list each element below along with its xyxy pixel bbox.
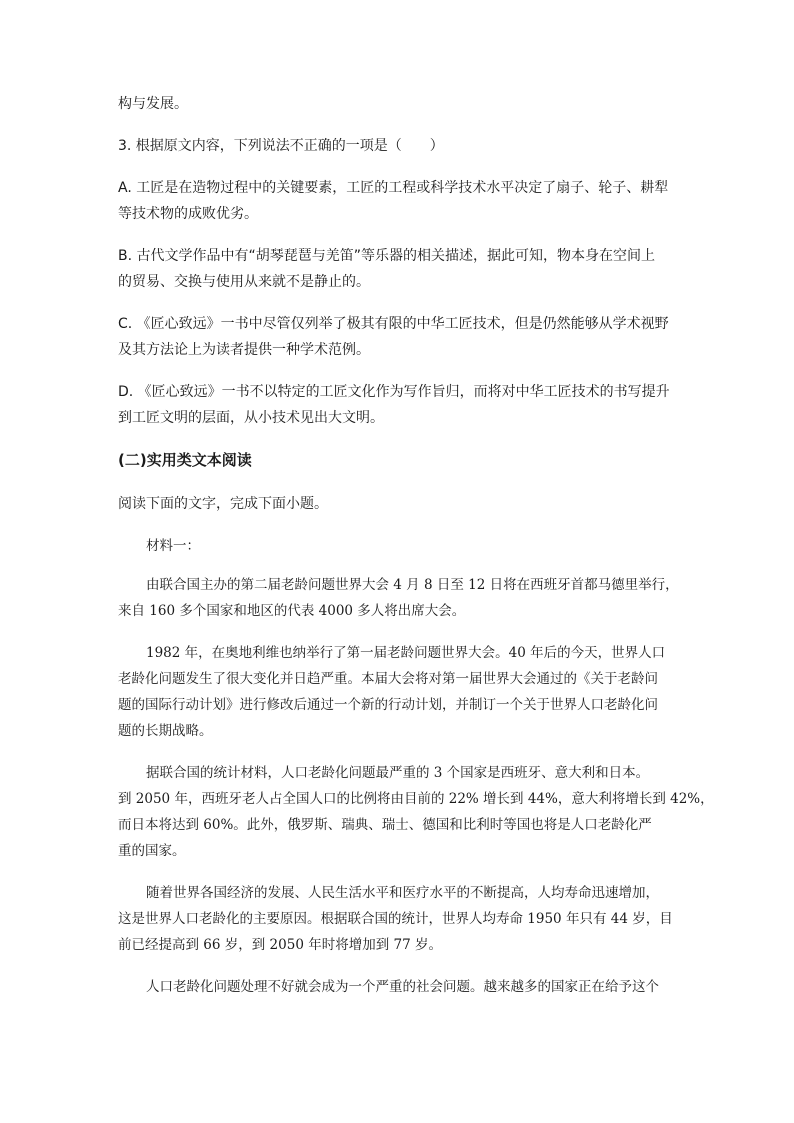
option-a-line-2: 等技术物的成败优劣。 [118, 206, 258, 222]
section-heading: (二)实用类文本阅读 [118, 451, 252, 469]
paragraph-4-line-3: 前已经提高到 66 岁，到 2050 年时将增加到 77 岁。 [118, 937, 442, 953]
paragraph-4-line-2: 这是世界人口老龄化的主要原因。根据联合国的统计，世界人均寿命 1950 年只有 44 岁，目 [118, 911, 673, 927]
paragraph-1-line-2: 来自 160 多个国家和地区的代表 4000 多人将出席大会。 [118, 603, 466, 619]
material-label: 材料一： [146, 538, 200, 554]
paragraph-2-line-3: 题的国际行动计划》进行修改后通过一个新的行动计划，并制订一个关于世界人口老龄化问 [118, 697, 658, 713]
paragraph-4-line-1: 随着世界各国经济的发展、人民生活水平和医疗水平的不断提高，人均寿命迅速增加， [146, 885, 659, 901]
paragraph-3-line-3: 而日本将达到 60%。此外，俄罗斯、瑞典、瑞士、德国和比利时等国也将是人口老龄化严 [118, 817, 652, 833]
paragraph-2-line-1: 1982 年，在奥地利维也纳举行了第一届老龄问题世界大会。40 年后的今天，世界人口 [146, 645, 666, 661]
question-3-stem: 3. 根据原文内容，下列说法不正确的一项是（ ） [118, 138, 444, 154]
instruction: 阅读下面的文字，完成下面小题。 [118, 496, 328, 512]
paragraph-5-line-1: 人口老龄化问题处理不好就会成为一个严重的社会问题。越来越多的国家正在给予这个 [146, 979, 659, 995]
paragraph-2-line-2: 老龄化问题发生了很大变化并日趋严重。本届大会将对第一届世界大会通过的《关于老龄问 [118, 671, 658, 687]
paragraph-3-line-1: 据联合国的统计材料，人口老龄化问题最严重的 3 个国家是西班牙、意大利和日本。 [146, 765, 650, 781]
option-d-line-2: 到工匠文明的层面，从小技术见出大文明。 [118, 410, 384, 426]
top-fragment: 构与发展。 [118, 96, 188, 112]
paragraph-3-line-2: 到 2050 年，西班牙老人占全国人口的比例将由目前的 22% 增长到 44%，意大利将增长到 42%， [118, 791, 714, 807]
paragraph-1-line-1: 由联合国主办的第二届老龄问题世界大会 4 月 8 日至 12 日将在西班牙首都马德里举行， [146, 577, 679, 593]
paragraph-2-line-4: 题的长期战略。 [118, 723, 213, 739]
option-c-line-1: C. 《匠心致远》一书中尽管仅列举了极其有限的中华工匠技术，但是仍然能够从学术视野 [118, 316, 669, 332]
option-b-line-2: 的贸易、交换与使用从来就不是静止的。 [118, 274, 370, 290]
paragraph-3-line-4: 重的国家。 [118, 843, 186, 859]
option-c-line-2: 及其方法论上为读者提供一种学术范例。 [118, 342, 370, 358]
option-b-line-1: B. 古代文学作品中有“胡琴琵琶与羌笛”等乐器的相关描述，据此可知，物本身在空间上 [118, 248, 656, 264]
option-a-line-1: A. 工匠是在造物过程中的关键要素，工匠的工程或科学技术水平决定了扇子、轮子、耕犁 [118, 180, 669, 196]
option-d-line-1: D. 《匠心致远》一书不以特定的工匠文化作为写作旨归，而将对中华工匠技术的书写提升 [118, 384, 670, 400]
